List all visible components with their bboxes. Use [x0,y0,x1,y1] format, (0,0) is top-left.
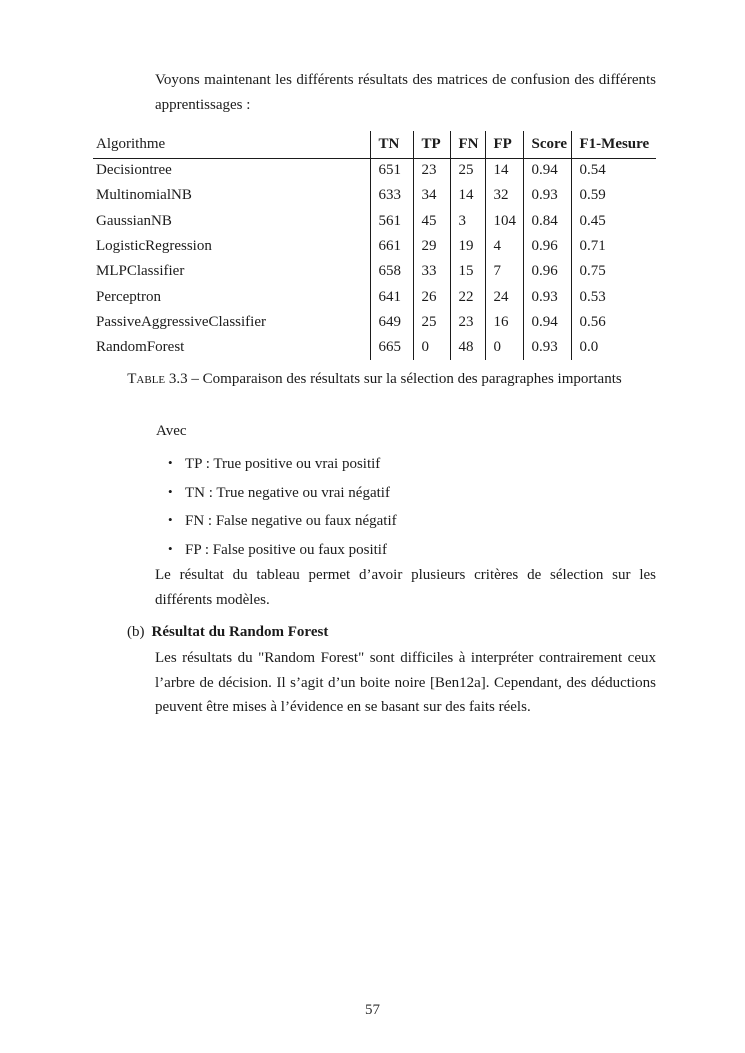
table-row [93,259,656,284]
metric-value-cell: 23 [413,158,450,183]
metric-value-cell: 0.75 [571,259,656,284]
metric-value-cell: 665 [370,335,413,360]
legend-list [168,451,397,565]
metric-value-cell: 651 [370,158,413,183]
list-item [168,480,397,506]
item-marker: (b) [127,624,145,640]
metric-value-cell: 45 [413,209,450,234]
table-row [93,183,656,208]
table-row [93,284,656,309]
header-score: Score [523,131,571,158]
algorithm-name-cell: Perceptron [96,288,161,305]
section-b-heading [127,620,328,645]
table-row [93,310,656,335]
metric-value-cell: 0.94 [523,310,571,335]
metric-value-cell: 641 [370,284,413,309]
legend-item-text: FP : False positive ou faux positif [185,541,387,558]
metric-value-cell: 34 [413,183,450,208]
metric-value-cell: 3 [450,209,485,234]
bullet-icon: • [168,455,173,470]
results-table-body [93,158,656,360]
paragraph-text: . Cependant, des déductions peuvent être mises à l’évidence en se basant sur des faits réels. [155,674,656,715]
metric-value-cell: 48 [450,335,485,360]
metric-value-cell: 0.56 [571,310,656,335]
metric-value-cell: 0.94 [523,158,571,183]
metric-value-cell: 4 [485,234,523,259]
bullet-icon: • [168,512,173,527]
paragraph-text: Les résultats du "Random Forest" sont difficiles à interpréter contrairement ceux l’arbre de décision. Il s’agit d’un boite noire [155,650,656,691]
metric-value-cell: 0 [413,335,450,360]
random-forest-paragraph [155,646,656,720]
caption-text: Comparaison des résultats sur la sélection des paragraphes importants [202,371,622,387]
metric-value-cell: 0.84 [523,209,571,234]
metric-value-cell: 26 [413,284,450,309]
caption-number: 3.3 [168,371,188,387]
metric-value-cell: 25 [450,158,485,183]
table-row [93,335,656,360]
metric-value-cell: 658 [370,259,413,284]
metric-value-cell: 29 [413,234,450,259]
list-item [168,508,397,534]
table-caption [93,371,656,388]
metric-value-cell: 24 [485,284,523,309]
section-b-title: Résultat du Random Forest [151,624,329,640]
bullet-icon: • [168,483,173,499]
metric-value-cell: 0.45 [571,209,656,234]
legend-item-text: TN : True negative ou vrai négatif [185,484,390,501]
metric-value-cell: 22 [450,284,485,309]
header-tn: TN [370,131,413,158]
selection-paragraph: Le résultat du tableau permet d’avoir plusieurs critères de sélection sur les différents modèles. [155,567,656,608]
list-item [168,537,397,563]
metric-value-cell: 0.71 [571,234,656,259]
metric-value-cell: 0.53 [571,284,656,309]
caption-separator: – [191,371,199,387]
metric-value-cell: 16 [485,310,523,335]
metric-value-cell: 25 [413,310,450,335]
metric-value-cell: 0 [485,335,523,360]
legend-item-text: TP : True positive ou vrai positif [185,456,381,472]
algorithm-name-cell: LogisticRegression [96,238,212,255]
page-number: 57 [365,1002,380,1018]
table-row [93,158,656,183]
algorithm-name-cell: MultinomialNB [96,187,192,204]
bullet-icon: • [168,540,173,556]
metric-value-cell: 15 [450,259,485,284]
table-header-row [93,131,656,158]
metric-value-cell: 0.59 [571,183,656,208]
header-fp: FP [485,131,523,158]
header-algorithme: Algorithme [93,131,370,158]
metric-value-cell: 14 [485,158,523,183]
metric-value-cell: 14 [450,183,485,208]
legend-intro: Avec [156,423,187,439]
header-tp: TP [413,131,450,158]
caption-label: Table [127,371,166,387]
metric-value-cell: 0.93 [523,183,571,208]
metric-value-cell: 32 [485,183,523,208]
algorithm-name-cell: Decisiontree [96,162,172,179]
citation-link[interactable]: [Ben12a] [429,674,486,691]
metric-value-cell: 0.93 [523,335,571,360]
metric-value-cell: 33 [413,259,450,284]
metric-value-cell: 633 [370,183,413,208]
metric-value-cell: 661 [370,234,413,259]
metric-value-cell: 104 [485,209,523,234]
header-f1: F1-Mesure [571,131,656,158]
table-row [93,234,656,259]
metric-value-cell: 561 [370,209,413,234]
results-table [93,131,656,360]
metric-value-cell: 0.54 [571,158,656,183]
table-row [93,209,656,234]
metric-value-cell: 0.0 [571,335,656,360]
legend-item-text: FN : False negative ou faux négatif [185,513,397,529]
algorithm-name-cell: MLPClassifier [96,263,185,280]
list-item [168,451,397,477]
metric-value-cell: 649 [370,310,413,335]
metric-value-cell: 0.96 [523,234,571,259]
header-fn: FN [450,131,485,158]
algorithm-name-cell: PassiveAggressiveClassifier [96,313,266,330]
algorithm-name-cell: RandomForest [96,339,185,356]
metric-value-cell: 23 [450,310,485,335]
metric-value-cell: 0.96 [523,259,571,284]
metric-value-cell: 19 [450,234,485,259]
intro-paragraph: Voyons maintenant les différents résultats des matrices de confusion des différents apprentissages : [155,72,656,113]
metric-value-cell: 0.93 [523,284,571,309]
algorithm-name-cell: GaussianNB [96,212,172,229]
metric-value-cell: 7 [485,259,523,284]
